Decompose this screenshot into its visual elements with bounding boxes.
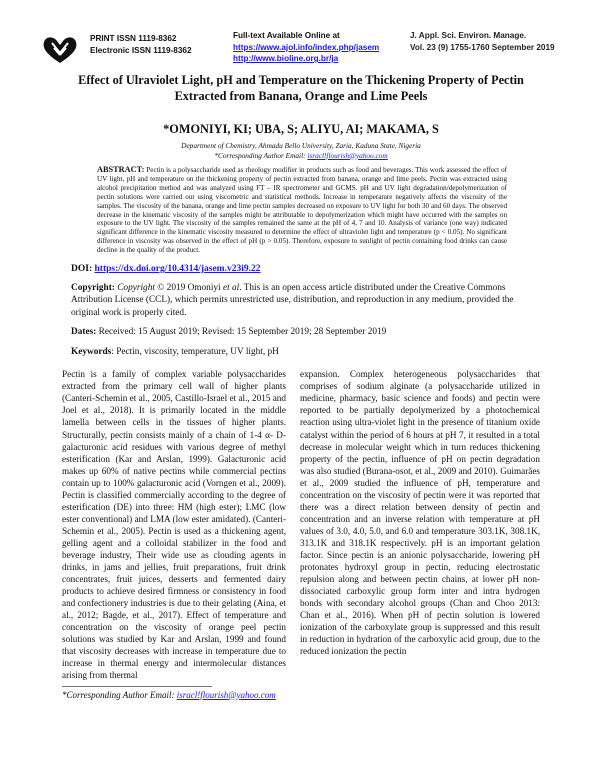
footnote-divider xyxy=(62,686,212,687)
ajol-link[interactable]: https://www.ajol.info/index.php/jasem xyxy=(233,42,380,52)
electronic-issn: Electronic ISSN 1119-8362 xyxy=(90,45,192,55)
affiliation-block xyxy=(62,141,540,160)
print-issn: PRINT ISSN 1119-8362 xyxy=(90,34,177,43)
dates-label: Dates: xyxy=(71,327,97,338)
body-paragraph: Pectin is a family of complex variable polysaccharides extracted from the primary cell wall of higher plants (Canteri-Schemin et al., 2005, Castillo-Israel et al., 2015 and Joel et al., 2018). It is primarily located in the middle lamella between cells in the tissues of higher plants. Structurally, pectin consists mainly of a chain of 1-4 α- D-galacturonic acid residues with various degree of methyl esterification (Kar and Arslan, 1999). Galacturonic acid makes up 60% of native pectins while commercial pectins contain up to 100% galacturonic acid (Vorngen et al., 2009). Pectin is classified commercially according to the degree of esterification (DE) into three: HM (high ester); LMC (low ester conventional) and LMA (low ester amidated). (Canteri-Schemin et al., 2005). Pectin is used as a thickening agent, gelling agent and a colloidal stabilizer in the food and beverage industry, Their wide use as clouding agents in drinks, in jams and jellies, fruit preparations, fruit drink concentrates, fruit juices, desserts and fermented dairy products to achieve desired firmness or consistency in food and confectionery industries is due to their gelating (Aina, et al., 2012; Bagde, et al., 2017). Effect of temperature and concentration on the viscosity of orange peel pectin solutions was studied by Kar and Arslan, 1999 and found that viscosity decreases with increase in temperature due to increase in thermal energy and intermolecular distances arising from thermal xyxy=(62,369,286,681)
affiliation: Department of Chemistry, Ahmadu Bello University, Zaria, Kaduna State, Nigeria xyxy=(181,141,421,150)
online-links xyxy=(233,30,379,65)
author-email-link[interactable]: isracl!flourish@yahoo.com xyxy=(307,150,388,160)
doi xyxy=(71,263,540,275)
body-column-left xyxy=(62,368,286,681)
body-column-right xyxy=(300,368,540,681)
journal-info xyxy=(410,30,555,53)
journal-name: J. Appl. Sci. Environ. Manage. xyxy=(410,31,527,40)
keywords-text: : Pectin, viscosity, temperature, UV light, pH xyxy=(111,347,279,358)
fulltext-label: Full-text Available Online at xyxy=(233,31,340,40)
dates-text: Received: 15 August 2019; Revised: 15 September 2019; 28 September 2019 xyxy=(96,327,387,338)
corresponding-label: *Corresponding Author Email: xyxy=(214,150,306,160)
copyright-text: © 2019 Omoniyi xyxy=(154,283,223,294)
dates xyxy=(71,326,540,338)
paper-title: Effect of Ulraviolet Light, pH and Temperature on the Thickening Property of Pectin Extracted from Banana, Orange and Lime Peels xyxy=(78,73,524,103)
keywords xyxy=(71,346,540,358)
footnote xyxy=(62,690,540,707)
body-columns xyxy=(62,368,540,681)
journal-logo-icon xyxy=(40,33,80,65)
doi-link[interactable]: https://dx.doi.org/10.4314/jasem.v23i9.22 xyxy=(94,264,261,275)
copyright-etal: et al xyxy=(222,283,240,294)
issn-block xyxy=(90,33,192,56)
copyright-text-b: . This is an open access article distributed under the Creative Commons Attribution License (CCL), which permits unrestricted use, distribution, and reproduction in any medium, provided the original work is properly cited. xyxy=(71,283,514,318)
abstract xyxy=(97,166,507,255)
article-body xyxy=(62,72,540,707)
journal-volume: Vol. 23 (9) 1755-1760 September 2019 xyxy=(410,42,555,52)
abstract-text: Pectin is a polysaccharide used as rheology modifier in products such as food and beverages. This work assessed the effect of UV light, pH and temperature on the thickening property of pectin extracted from banana, orange and lime peels. Pectin was extracted using alcohol precipitation method and was analyzed using FT – IR spectrometer and GCMS. pH and UV light degradation/depolymerization of pectin solutions were carried out using viscometric and statistical methods. Increase in temperature negatively affects the viscosity of the samples. The viscosity of the banana, orange and lime pectin samples decreased on exposure to UV light for both 30 and 60 days. The observed decrease in the kinematic viscosity of the samples might be attributable to depolymerization which might have occurred with the samples on exposure to the UV light. The viscosity of the samples remained the same at the pH of 4, 7 and 10. Analysis of variance (one way) indicated significant difference in the kinematic viscosity measured to determine the effect of ultraviolet light and temperature (p < 0.05). No significant difference in viscosity was observed in the effect of pH (p > 0.05). Therefore, exposure to sunlight of pectin containing food drinks can cause decline in the quality of the product. xyxy=(97,166,507,255)
bioline-link[interactable]: http://www.bioline.org.br/ja xyxy=(233,54,339,63)
copyright xyxy=(71,282,540,319)
footnote-email-link[interactable]: isracl!flourish@yahoo.com xyxy=(176,689,276,700)
copyright-italic: Copyright xyxy=(117,283,155,294)
copyright-label: Copyright: xyxy=(71,283,115,294)
keywords-label: Keywords xyxy=(71,347,112,358)
footnote-label: *Corresponding Author Email: xyxy=(62,689,175,700)
abstract-label: ABSTRACT: xyxy=(97,165,145,174)
body-paragraph: expansion. Complex heterogeneous polysaccharides that comprises of sodium alginate (a polysaccharide utilized in medicine, pharmacy, basic science and foods) and pectin were reported to be partially depolymerized by a photochemical reaction using ultra-violet light in the presence of titanium oxide catalyst within the period of 6 hours at pH 7, it resulted in a total decrease in molecular weight which in turn reduces thickening property of the pectin, influence of pH on pectin degradation was also studied (Burana-osot, et al., 2009 and 2010). Guimarães et al., 2009 studied the influence of pH, temperature and concentration on the viscosity of pectin were it was reported that there was a direct relation between density of pectin and concentration and an inverse relation with temperature at pH values of 3.0, 4.0, 5.0, and 6.0 and temperature 303.1K, 308.1K, 313.1K and 318.1K respectively. pH is an important gelation factor. Since pectin is an anionic polysaccharide, lowering pH protonates hydroxyl group in pectin, reducing electrostatic repulsion along and between pectin chains, at lower pH non-dissociated carboxylic group form inter and intra hydrogen bonds with secondary alcohol groups (Chan and Choo 2013: Chan et al., 2016). When pH of pectin solution is lowered ionization of the carboxylate group is suppressed and this result in reduction in hydration of the carboxylic acid group, due to the reduced ionization the pectin xyxy=(300,369,540,657)
journal-header xyxy=(0,0,600,72)
corresponding-author xyxy=(62,151,540,161)
authors: *OMONIYI, KI; UBA, S; ALIYU, AI; MAKAMA, S xyxy=(163,122,439,136)
doi-label: DOI: xyxy=(71,264,93,275)
